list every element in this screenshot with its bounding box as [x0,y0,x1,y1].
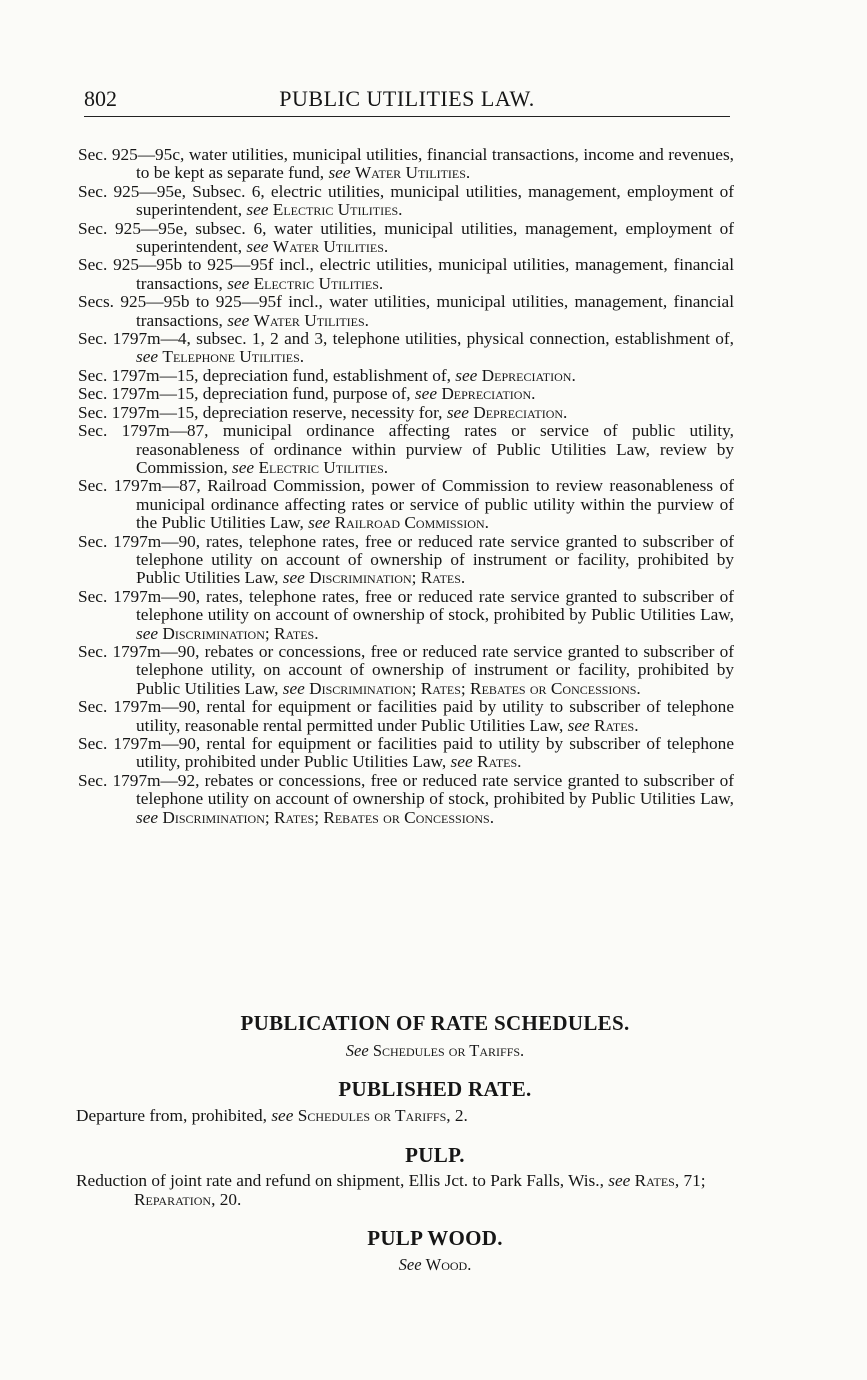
index-entry [78,183,734,220]
entry-text: Sec. 925—95c, water utilities, municipal utilities, financial transactions, income and revenues, to be kept as separate fund, [78,145,734,183]
cross-reference: Telephone Utilities. [162,347,305,367]
see-word: see [308,513,331,533]
see-word: see [246,200,269,220]
index-entry [78,735,734,772]
cross-reference: Electric Utilities. [258,457,389,477]
section-heading-pulp-wood: PULP WOOD. [367,1226,503,1250]
cross-reference: Discrimination; Rates. [162,623,319,643]
see-word: see [282,568,305,588]
running-title: PUBLIC UTILITIES LAW. [279,86,535,111]
cross-reference: Water Utilities. [354,163,471,183]
index-entry [78,146,734,183]
cross-reference: Schedules or Tariffs, 2. [297,1106,468,1125]
see-word: see [455,365,478,385]
entry-text: Sec. 1797m—92, rebates or concessions, free or reduced rate service granted to subscriber of telephone utility on account of ownership of stock, prohibited by Public Utilities Law, [78,770,734,809]
see-word: see [567,715,590,735]
cross-reference: Wood. [425,1255,472,1274]
page-number: 802 [84,86,117,111]
index-entry [78,385,734,403]
entry-text: Sec. 925—95b to 925—95f incl., electric utilities, municipal utilities, management, financial transactions, [78,255,734,293]
section-heading-publication: PUBLICATION OF RATE SCHEDULES. [240,1011,630,1035]
see-word: see [414,384,437,404]
cross-reference: Discrimination; Rates; Rebates or Concessions. [162,807,495,827]
cross-reference: Electric Utilities. [272,200,403,220]
see-word: see [227,273,250,293]
entry-text: Sec. 1797m—90, rental for equipment or facilities paid by utility to subscriber of telephone utility, reasonable rental permitted under Public Utilities Law, [78,697,734,735]
see-word: See [398,1255,422,1274]
index-entry [78,220,734,257]
index-entry [78,772,734,827]
entry-text: Departure from, prohibited, [76,1106,272,1125]
index-entry [78,367,734,385]
cross-reference: Discrimination; Rates; Rebates or Concessions. [309,678,641,698]
see-word: see [232,457,255,477]
see-word: See [345,1041,369,1060]
see-word: see [246,237,269,257]
section-heading-published-rate: PUBLISHED RATE. [338,1077,532,1101]
see-word: see [227,310,250,330]
entry-text: Sec. 925—95e, subsec. 6, water utilities, municipal utilities, management, employment of superintendent, [78,218,734,257]
entry-text: Sec. 1797m—15, depreciation fund, purpose of, [78,384,415,404]
cross-reference: Water Utilities. [253,310,370,330]
index-entry [78,477,734,532]
entry-text: Sec. 1797m—87, Railroad Commission, power of Commission to review reasonableness of municipal ordinance affecting rates or service of public utility within the purview of the Public Utilities Law, [78,476,734,533]
entry-text: Sec. 1797m—90, rates, telephone rates, free or reduced rate service granted to subscriber of telephone utility on account of ownership of stock, prohibited by Public Utilities Law, [78,586,734,625]
see-word: see [136,347,159,367]
section-heading-pulp: PULP. [405,1143,465,1167]
index-entry [78,698,734,735]
cross-reference: Discrimination; Rates. [309,568,466,588]
index-entry [78,293,734,330]
index-entry [78,533,734,588]
entry-text: Secs. 925—95b to 925—95f incl., water utilities, municipal utilities, management, financial transactions, [78,292,734,330]
see-also-line [60,1041,810,1061]
section-entry [76,1171,790,1209]
index-entry [78,404,734,422]
entry-text: Sec. 1797m—90, rental for equipment or facilities paid to utility by subscriber of telephone utility, prohibited under Public Utilities Law, [78,734,734,772]
running-head [84,86,730,117]
cross-reference: Depreciation. [441,384,536,404]
see-word: see [271,1106,294,1125]
index-entry [78,330,734,367]
index-entry [78,256,734,293]
cross-reference: Depreciation. [473,402,568,422]
cross-reference: Rates, 71; Reparation, 20. [134,1171,706,1209]
see-word: see [328,163,351,183]
entry-text: Sec. 1797m—90, rebates or concessions, free or reduced rate service granted to subscriber of telephone utility, on account of ownership of instrument or facility, prohibited by Public Utilities Law, [78,641,734,698]
cross-reference: Schedules or Tariffs. [372,1041,525,1060]
cross-reference: Railroad Commission. [334,513,489,533]
cross-reference: Depreciation. [481,365,576,385]
entry-text: Sec. 925—95e, Subsec. 6, electric utilities, municipal utilities, management, employment of superintendent, [78,181,734,220]
section-entry [76,1106,790,1125]
cross-reference: Water Utilities. [272,237,389,257]
see-word: see [446,402,469,422]
cross-reference: Rates. [476,752,522,772]
entry-text: Sec. 1797m—90, rates, telephone rates, free or reduced rate service granted to subscriber of telephone utility on account of ownership of instrument or facility, prohibited by Public Utilities Law, [78,531,734,588]
see-word: see [282,678,305,698]
index-entry [78,643,734,698]
index-entry [78,422,734,477]
see-word: see [136,807,159,827]
cross-reference: Electric Utilities. [253,273,384,293]
entry-text: Sec. 1797m—15, depreciation reserve, necessity for, [78,402,447,422]
see-word: see [608,1171,631,1190]
entry-text: Sec. 1797m—87, municipal ordinance affecting rates or service of public utility, reasonableness of ordinance within purview of Public Utilities Law, review by Commission, [78,421,734,477]
see-word: see [136,623,159,643]
see-word: see [450,752,473,772]
index-entries [78,146,734,827]
cross-reference: Rates. [594,715,639,735]
index-entry [78,588,734,643]
entry-text: Reduction of joint rate and refund on shipment, Ellis Jct. to Park Falls, Wis., [76,1171,609,1190]
see-also-line [60,1255,810,1275]
entry-text: Sec. 1797m—4, subsec. 1, 2 and 3, telephone utilities, physical connection, establishment of, [78,329,734,349]
entry-text: Sec. 1797m—15, depreciation fund, establishment of, [78,365,456,385]
